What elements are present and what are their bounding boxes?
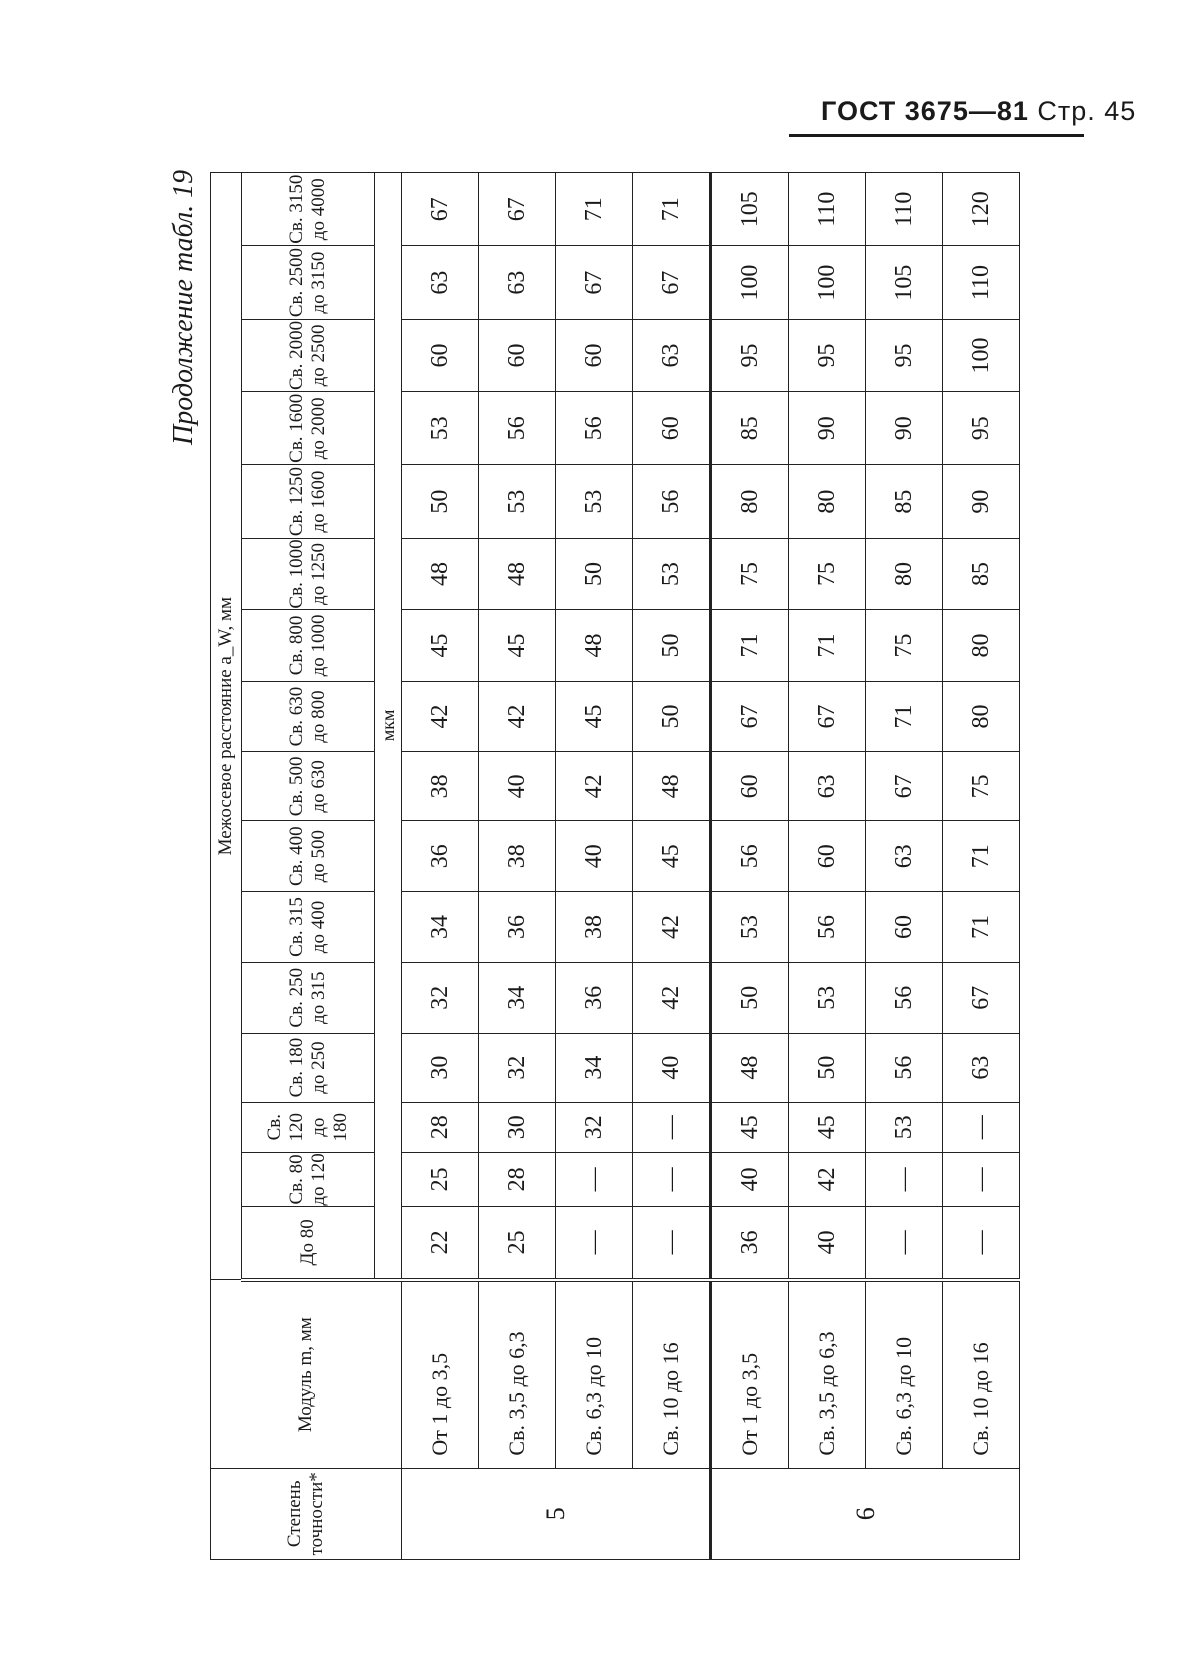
value-cell: 60: [633, 392, 711, 465]
value-cell: 56: [789, 892, 866, 963]
value-cell: 48: [633, 752, 711, 821]
value-cell: 67: [866, 752, 943, 821]
value-cell: 71: [789, 610, 866, 681]
range-header: Св. 400 до 500: [242, 821, 375, 892]
range-header: Св. 800 до 1000: [242, 610, 375, 681]
range-header: Св. 500 до 630: [242, 752, 375, 821]
value-cell: 40: [633, 1033, 711, 1102]
value-cell: 45: [633, 821, 711, 892]
value-cell: 110: [943, 246, 1020, 319]
value-cell: 110: [866, 173, 943, 246]
range-header: Св. 80 до 120: [242, 1152, 375, 1206]
value-cell: 67: [633, 246, 711, 319]
value-cell: —: [633, 1102, 711, 1152]
value-cell: 60: [556, 319, 633, 391]
value-cell: 100: [711, 246, 789, 319]
value-cell: —: [943, 1102, 1020, 1152]
range-header: Св. 1600 до 2000: [242, 392, 375, 465]
value-cell: 45: [556, 681, 633, 752]
value-cell: 50: [789, 1033, 866, 1102]
module-cell: От 1 до 3,5: [711, 1280, 789, 1468]
value-cell: 36: [711, 1206, 789, 1279]
value-cell: 67: [479, 173, 556, 246]
value-cell: 67: [556, 246, 633, 319]
table-row: [866, 173, 943, 1560]
table-row: [479, 173, 556, 1560]
value-cell: 25: [479, 1206, 556, 1279]
value-cell: 34: [402, 892, 479, 963]
value-cell: 30: [479, 1102, 556, 1152]
value-cell: 22: [402, 1206, 479, 1279]
module-cell: Св. 10 до 16: [633, 1280, 711, 1468]
value-cell: —: [633, 1206, 711, 1279]
table-row: [402, 173, 479, 1560]
value-cell: 45: [711, 1102, 789, 1152]
value-cell: 53: [633, 538, 711, 609]
range-header: Св. 180 до 250: [242, 1033, 375, 1102]
module-cell: Св. 6,3 до 10: [556, 1280, 633, 1468]
value-cell: 50: [633, 681, 711, 752]
value-cell: 53: [711, 892, 789, 963]
value-cell: —: [556, 1152, 633, 1206]
value-cell: 48: [556, 610, 633, 681]
value-cell: 90: [789, 392, 866, 465]
value-cell: 90: [866, 392, 943, 465]
value-cell: 63: [479, 246, 556, 319]
value-cell: 71: [633, 173, 711, 246]
value-cell: 32: [556, 1102, 633, 1152]
table-row: [711, 173, 789, 1560]
value-cell: 67: [789, 681, 866, 752]
value-cell: —: [866, 1152, 943, 1206]
range-header: Св. 315 до 400: [242, 892, 375, 963]
value-cell: 34: [556, 1033, 633, 1102]
value-cell: —: [556, 1206, 633, 1279]
range-header: Св. 1000 до 1250: [242, 538, 375, 609]
table-row: [633, 173, 711, 1560]
value-cell: 38: [556, 892, 633, 963]
value-cell: 32: [402, 962, 479, 1033]
value-cell: 45: [402, 610, 479, 681]
value-cell: 50: [633, 610, 711, 681]
table-row: [789, 173, 866, 1560]
value-cell: 63: [943, 1033, 1020, 1102]
value-cell: 45: [479, 610, 556, 681]
col-grade-header: Степень точности*: [211, 1468, 402, 1559]
value-cell: 95: [711, 319, 789, 391]
table-row: [943, 173, 1020, 1560]
value-cell: 40: [556, 821, 633, 892]
value-cell: 90: [943, 465, 1020, 538]
header-rule: [789, 134, 1084, 137]
value-cell: 25: [402, 1152, 479, 1206]
value-cell: 53: [479, 465, 556, 538]
value-cell: 50: [556, 538, 633, 609]
value-cell: 67: [943, 962, 1020, 1033]
value-cell: 40: [479, 752, 556, 821]
value-cell: 32: [479, 1033, 556, 1102]
value-cell: 71: [556, 173, 633, 246]
value-cell: 53: [556, 465, 633, 538]
value-cell: 100: [789, 246, 866, 319]
grade-cell: 5: [402, 1468, 711, 1559]
value-cell: 100: [943, 319, 1020, 391]
value-cell: 40: [789, 1206, 866, 1279]
value-cell: 71: [943, 892, 1020, 963]
value-cell: 80: [943, 610, 1020, 681]
value-cell: 67: [402, 173, 479, 246]
value-cell: 45: [789, 1102, 866, 1152]
value-cell: 42: [479, 681, 556, 752]
value-cell: 28: [479, 1152, 556, 1206]
range-header: Св. 250 до 315: [242, 962, 375, 1033]
value-cell: 42: [633, 962, 711, 1033]
value-cell: 63: [402, 246, 479, 319]
grade-cell: 6: [711, 1468, 1020, 1559]
value-cell: —: [866, 1206, 943, 1279]
module-cell: Св. 3,5 до 6,3: [789, 1280, 866, 1468]
value-cell: 95: [866, 319, 943, 391]
value-cell: 53: [789, 962, 866, 1033]
tolerance-table: [210, 172, 1020, 1560]
value-cell: 71: [866, 681, 943, 752]
value-cell: 85: [866, 465, 943, 538]
value-cell: 56: [556, 392, 633, 465]
value-cell: 53: [402, 392, 479, 465]
value-cell: 56: [633, 465, 711, 538]
value-cell: 80: [866, 538, 943, 609]
col-module-header: Модуль m, мм: [211, 1280, 402, 1468]
value-cell: 50: [402, 465, 479, 538]
range-header: Св. 1250 до 1600: [242, 465, 375, 538]
value-cell: 105: [711, 173, 789, 246]
value-cell: 50: [711, 962, 789, 1033]
range-header: До 80: [242, 1206, 375, 1279]
unit-label: мкм: [375, 173, 402, 1280]
value-cell: 75: [711, 538, 789, 609]
value-cell: 36: [556, 962, 633, 1033]
value-cell: 36: [402, 821, 479, 892]
value-cell: 42: [633, 892, 711, 963]
range-header: Св. 2000 до 2500: [242, 319, 375, 391]
gost-reference: ГОСТ 3675—81 Стр. 45: [821, 96, 1137, 126]
value-cell: 67: [711, 681, 789, 752]
value-cell: 75: [789, 538, 866, 609]
value-cell: 30: [402, 1033, 479, 1102]
page-header: [789, 92, 1137, 136]
range-header: Св. 2500 до 3150: [242, 246, 375, 319]
value-cell: 120: [943, 173, 1020, 246]
value-cell: 80: [943, 681, 1020, 752]
value-cell: 85: [711, 392, 789, 465]
value-cell: 53: [866, 1102, 943, 1152]
distance-header: Межосевое расстояние a_W, мм: [211, 173, 242, 1280]
value-cell: 40: [711, 1152, 789, 1206]
value-cell: 36: [479, 892, 556, 963]
value-cell: 63: [789, 752, 866, 821]
value-cell: 95: [789, 319, 866, 391]
value-cell: 42: [402, 681, 479, 752]
range-header: Св. 630 до 800: [242, 681, 375, 752]
value-cell: 34: [479, 962, 556, 1033]
value-cell: 71: [943, 821, 1020, 892]
value-cell: —: [943, 1152, 1020, 1206]
value-cell: 28: [402, 1102, 479, 1152]
rotated-table-stage: [160, 169, 1112, 1560]
table-body: [402, 173, 1020, 1560]
value-cell: 80: [711, 465, 789, 538]
range-header: Св. 3150 до 4000: [242, 173, 375, 246]
table-row: [556, 173, 633, 1560]
module-cell: От 1 до 3,5: [402, 1280, 479, 1468]
value-cell: 71: [711, 610, 789, 681]
range-header: Св. 120 до 180: [242, 1102, 375, 1152]
value-cell: 75: [866, 610, 943, 681]
value-cell: 95: [943, 392, 1020, 465]
value-cell: 38: [402, 752, 479, 821]
value-cell: 60: [402, 319, 479, 391]
module-cell: Св. 10 до 16: [943, 1280, 1020, 1468]
value-cell: 110: [789, 173, 866, 246]
value-cell: 60: [789, 821, 866, 892]
value-cell: 56: [479, 392, 556, 465]
value-cell: 60: [711, 752, 789, 821]
value-cell: 42: [556, 752, 633, 821]
value-cell: 60: [866, 892, 943, 963]
value-cell: —: [633, 1152, 711, 1206]
value-cell: 38: [479, 821, 556, 892]
value-cell: 56: [866, 1033, 943, 1102]
value-cell: 48: [711, 1033, 789, 1102]
value-cell: 63: [866, 821, 943, 892]
value-cell: 85: [943, 538, 1020, 609]
value-cell: 48: [402, 538, 479, 609]
value-cell: 56: [866, 962, 943, 1033]
value-cell: 56: [711, 821, 789, 892]
value-cell: —: [943, 1206, 1020, 1279]
value-cell: 42: [789, 1152, 866, 1206]
table-caption: Продолжение табл. 19: [168, 169, 199, 445]
module-cell: Св. 6,3 до 10: [866, 1280, 943, 1468]
module-cell: Св. 3,5 до 6,3: [479, 1280, 556, 1468]
value-cell: 60: [479, 319, 556, 391]
value-cell: 105: [866, 246, 943, 319]
value-cell: 80: [789, 465, 866, 538]
value-cell: 75: [943, 752, 1020, 821]
value-cell: 48: [479, 538, 556, 609]
value-cell: 63: [633, 319, 711, 391]
